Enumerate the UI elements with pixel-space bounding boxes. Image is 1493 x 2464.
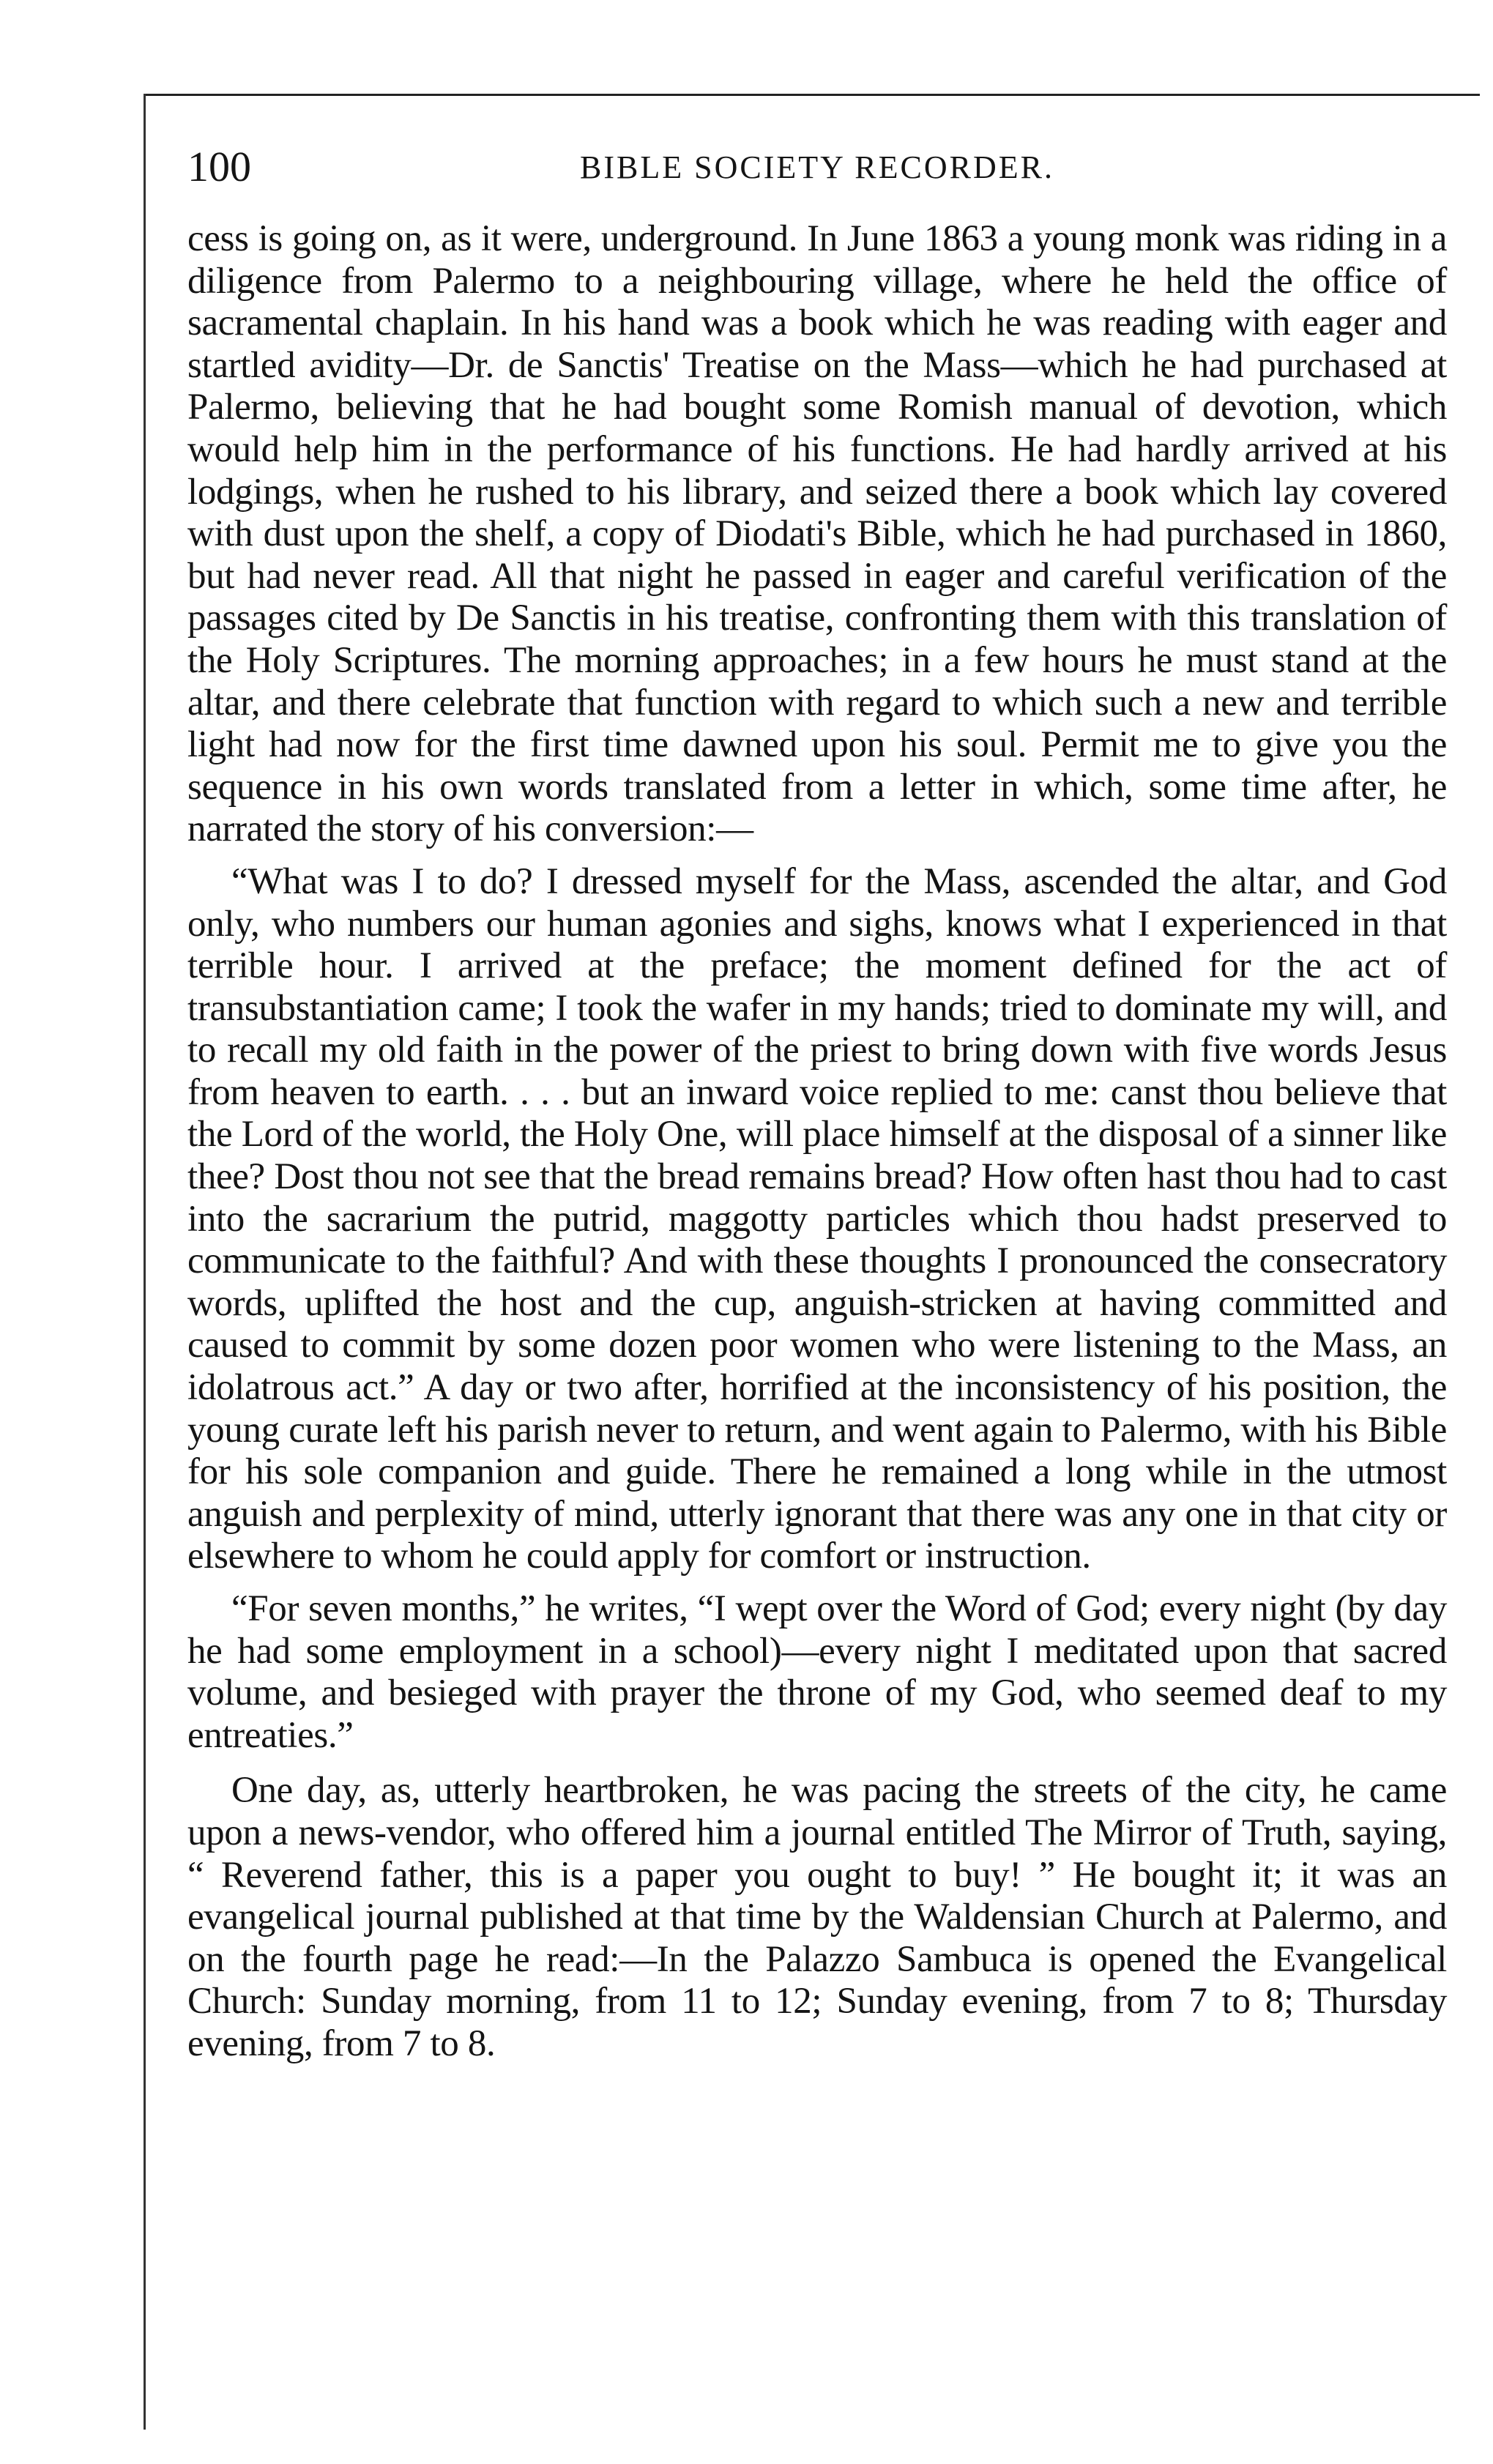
book-page bbox=[144, 94, 1480, 2437]
running-title: BIBLE SOCIETY RECORDER. bbox=[580, 149, 1054, 185]
page-header bbox=[187, 138, 1447, 196]
left-rule bbox=[144, 94, 146, 2430]
paragraph-news-vendor: One day, as, utterly heartbroken, he was pacing the streets of the city, he came upon a news-vendor, who offered him a journal entitled The Mirror of Truth, saying, “ Reverend father, this is a paper you ought to buy! ” He bought it; it was an evangelical journal published at that time by the Waldensian Church at Palermo, and on the fourth page he read:—In the Palazzo Sambuca is opened the Evangelical Church: Sunday morning, from 11 to 12; Sunday evening, from 7 to 8; Thursday evening, from 7 to 8. bbox=[187, 1770, 1447, 2064]
paragraph-seven-months: “For seven months,” he writes, “I wept over the Word of God; every night (by day he had some employment in a school)—every night I meditated upon that sacred volume, and besieged with prayer the throne of my God, who seemed deaf to my entreaties.” bbox=[187, 1588, 1447, 1756]
page-number: 100 bbox=[187, 143, 251, 190]
top-rule bbox=[144, 94, 1480, 96]
paragraph-mass-quotation: “What was I to do? I dressed myself for the Mass, ascended the altar, and God only, who numbers our human agonies and sighs, knows what I experienced in that terrible hour. I arrived at the preface; the moment defined for the act of transubstantiation came; I took the wafer in my hands; tried to dominate my will, and to recall my old faith in the power of the priest to bring down with five words Jesus from heaven to earth. . . . but an inward voice replied to me: canst thou believe that the Lord of the world, the Holy One, will place himself at the disposal of a sinner like thee? Dost thou not see that the bread remains bread? How often hast thou had to cast into the sacrarium the putrid, maggotty particles which thou hadst preserved to communicate to the faithful? And with these thoughts I pronounced the consecratory words, uplifted the host and the cup, anguish-stricken at having committed and caused to commit by some dozen poor women who were listening to the Mass, an idolatrous act.” A day or two after, horrified at the inconsistency of his position, the young curate left his parish never to return, and went again to Palermo, with his Bible for his sole companion and guide. There he remained a long while in the utmost anguish and perplexity of mind, utterly ignorant that there was any one in that city or elsewhere to whom he could apply for comfort or instruction. bbox=[187, 860, 1447, 1577]
body-text bbox=[187, 218, 1447, 2066]
paragraph-conversion-narrative: cess is going on, as it were, underground. In June 1863 a young monk was riding in a diligence from Palermo to a neighbouring village, where he held the office of sacramental chaplain. In his hand was a book which he was reading with eager and startled avidity—Dr. de Sanctis' Treatise on the Mass—which he had purchased at Palermo, believing that he had bought some Romish manual of devotion, which would help him in the performance of his functions. He had hardly arrived at his lodgings, when he rushed to his library, and seized there a book which lay covered with dust upon the shelf, a copy of Diodati's Bible, which he had purchased in 1860, but had never read. All that night he passed in eager and careful verification of the passages cited by De Sanctis in his treatise, confronting them with this translation of the Holy Scriptures. The morning approaches; in a few hours he must stand at the altar, and there celebrate that function with regard to which such a new and terrible light had now for the first time dawned upon his soul. Permit me to give you the sequence in his own words translated from a letter in which, some time after, he narrated the story of his conversion:— bbox=[187, 218, 1447, 850]
